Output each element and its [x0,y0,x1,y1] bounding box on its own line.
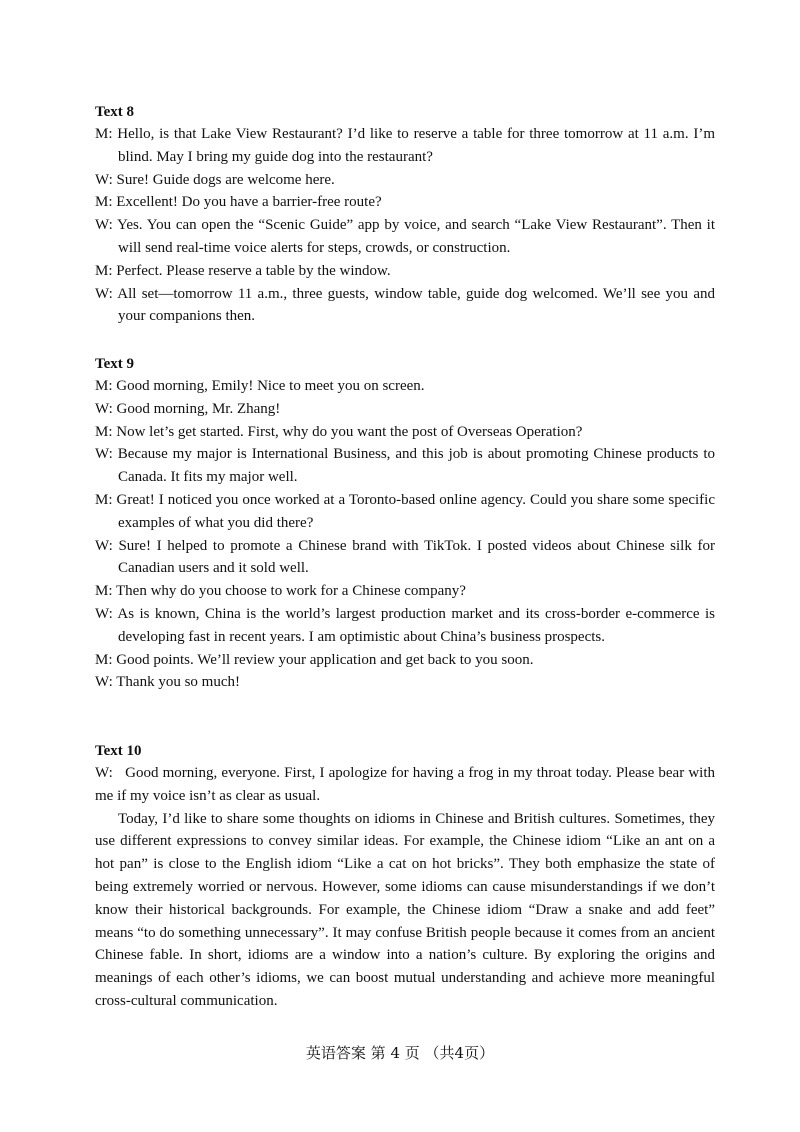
dialogue-line [95,375,715,398]
dialogue-text: Then why do you choose to work for a Chinese company? [116,583,466,600]
dialogue-line [95,169,715,192]
dialogue-line [95,123,715,169]
text8-dialogue [95,123,715,328]
dialogue-text: Thank you so much! [116,674,240,691]
dialogue-line [95,398,715,421]
dialogue-line [95,671,715,694]
speaker-label: W: [95,400,113,417]
text10-intro-text: Good morning, everyone. First, I apologize for having a frog in my throat today. Please bear with me if my voice isn’t as clear as usual. [95,765,715,804]
speaker-label: M: [95,583,113,600]
text10-intro-paragraph [95,762,715,808]
dialogue-line [95,443,715,489]
speaker-label: W: [95,217,113,234]
speaker-label: W: [95,674,113,691]
dialogue-text: Hello, is that Lake View Restaurant? I’d like to reserve a table for three tomorrow at 11 a.m. I’m blind. May I bring my guide dog into the restaurant? [117,126,716,165]
speaker-label: W: [95,537,113,554]
dialogue-text: Great! I noticed you once worked at a Toronto-based online agency. Could you share some specific examples of what you did there? [116,491,715,531]
page-footer: 英语答案 第 4 页 （共4页） [305,1044,495,1062]
speaker-label: W: [95,171,113,188]
speaker-label: M: [95,194,113,211]
dialogue-line [95,214,715,260]
dialogue-text: Now let’s get started. First, why do you want the post of Overseas Operation? [116,423,583,440]
speaker-label: W: [95,605,113,622]
speaker-label: W: [95,285,113,302]
text10-speaker: W: [95,765,113,781]
dialogue-text: Sure! I helped to promote a Chinese brand with TikTok. I posted videos about Chinese silk for Canadian users and it sold well. [118,537,715,577]
dialogue-text: As is known, China is the world’s largest production market and its cross-border e-commerce is developing fast in recent years. I am optimistic about China’s business prospects. [117,605,715,645]
dialogue-text: All set—tomorrow 11 a.m., three guests, window table, guide dog welcomed. We’ll see you and your companions then. [117,285,715,325]
dialogue-text: Excellent! Do you have a barrier-free route? [116,194,382,211]
speaker-label: M: [95,378,113,394]
dialogue-text: Good morning, Emily! Nice to meet you on screen. [116,378,425,394]
speaker-label: M: [95,491,113,508]
text9-section [95,353,715,694]
dialogue-text: Sure! Guide dogs are welcome here. [116,171,335,188]
speaker-label: M: [95,423,113,440]
text10-title: Text 10 [95,743,142,759]
dialogue-text: Yes. You can open the “Scenic Guide” app by voice, and search “Lake View Restaurant”. Then it will send real-time voice alerts for steps, crowds, or construction. [116,217,715,256]
speaker-label: M: [95,262,113,279]
dialogue-line [95,283,715,329]
text10-section [95,740,715,1013]
dialogue-text: Good morning, Mr. Zhang! [116,400,281,417]
dialogue-text: Good points. We’ll review your application and get back to you soon. [116,651,534,668]
text9-title: Text 9 [95,356,135,372]
dialogue-text: Because my major is International Business, and this job is about promoting Chinese products to Canada. It fits my major well. [117,446,716,486]
dialogue-line [95,191,715,214]
speaker-label: M: [95,126,113,142]
dialogue-text: Perfect. Please reserve a table by the window. [116,262,391,279]
dialogue-line [95,649,715,672]
text8-title: Text 8 [95,104,135,120]
text8-section [95,101,715,328]
dialogue-line [95,260,715,283]
speaker-label: M: [95,651,113,668]
dialogue-line [95,489,715,535]
dialogue-line [95,580,715,603]
dialogue-line [95,535,715,581]
dialogue-line [95,421,715,444]
dialogue-line [95,603,715,649]
speaker-label: W: [95,446,113,463]
text9-dialogue [95,375,715,694]
text10-body-paragraph: Today, I’d like to share some thoughts on idioms in Chinese and British cultures. Sometimes, they use different expressions to convey similar ideas. For example, the Chinese idiom “Like an ant on a hot pan” is close to the English idiom “Like a cat on hot bricks”. They both emphasize the state of being extremely worried or nervous. However, some idioms can cause misunderstandings if we don’t know their historical backgrounds. For example, the Chinese idiom “Draw a snake and add feet” means “to do something unnecessary”. It may confuse British people because it comes from an ancient Chinese fable. In short, idioms are a window into a nation’s culture. By exploring the origins and meanings of each other’s idioms, we can boost mutual understanding and achieve more meaningful cross-cultural communication. [95,810,715,1009]
